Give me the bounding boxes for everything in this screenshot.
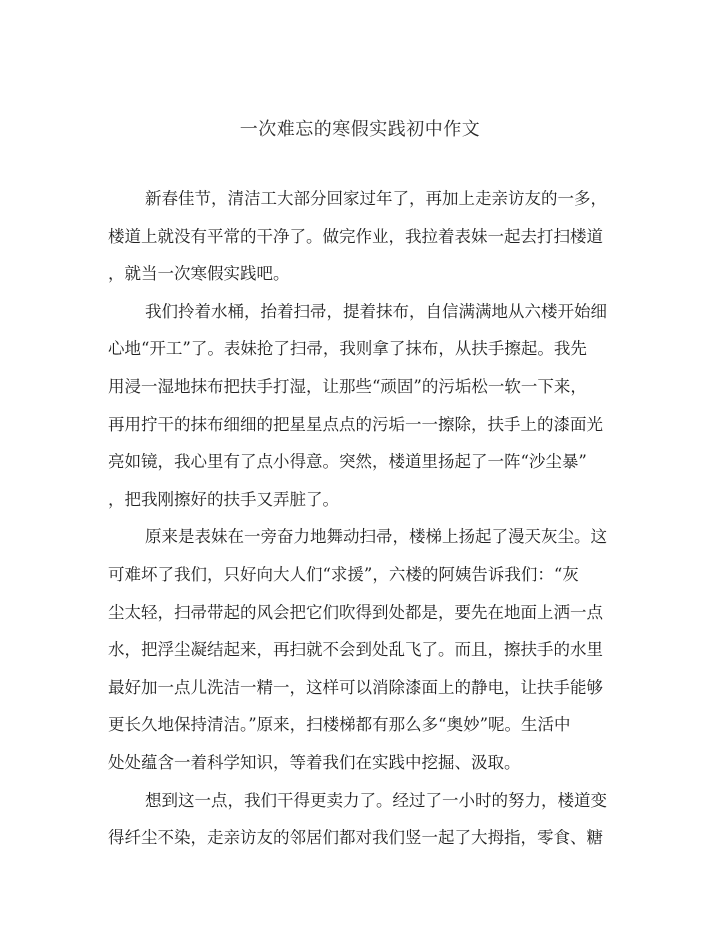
paragraph-2-line-6: ，把我刚擦好的扶手又弄脏了。 xyxy=(108,489,339,509)
paragraph-1-line-2: 楼道上就没有平常的干净了。做完作业，我拉着表妹一起去打扫楼道 xyxy=(108,226,603,246)
paragraph-3-line-2: 可难坏了我们，只好向大人们“求援”，六楼的阿姨告诉我们：“灰 xyxy=(108,564,579,584)
paragraph-2-line-1: 我们拎着水桶，抬着扫帚，提着抹布，自信满满地从六楼开始细 xyxy=(145,301,607,321)
paragraph-2-line-2: 心地“开工”了。表妹抢了扫帚，我则拿了抹布，从扶手擦起。我先 xyxy=(108,339,587,359)
paragraph-2-line-3: 用浸一湿地抹布把扶手打湿，让那些“顽固”的污垢松一软一下来， xyxy=(108,376,587,396)
paragraph-2-line-5: 亮如镜，我心里有了点小得意。突然，楼道里扬起了一阵“沙尘暴” xyxy=(108,452,587,472)
paragraph-1-line-3: ，就当一次寒假实践吧。 xyxy=(108,264,290,284)
document-body xyxy=(108,180,623,857)
paragraph-3-line-1: 原来是表妹在一旁奋力地舞动扫帚，楼梯上扬起了漫天灰尘。这 xyxy=(145,527,607,547)
paragraph-3-line-5: 最好加一点儿洗洁一精一，这样可以消除漆面上的静电，让扶手能够 xyxy=(108,677,603,697)
document-title: 一次难忘的寒假实践初中作文 xyxy=(239,119,481,140)
paragraph-3-line-3: 尘太轻，扫帚带起的风会把它们吹得到处都是，要先在地面上洒一点 xyxy=(108,602,603,622)
paragraph-1-line-1: 新春佳节，清洁工大部分回家过年了，再加上走亲访友的一多， xyxy=(145,189,607,208)
paragraph-3-line-4: 水，把浮尘凝结起来，再扫就不会到处乱飞了。而且，擦扶手的水里 xyxy=(108,640,603,660)
paragraph-4-line-1: 想到这一点，我们干得更卖力了。经过了一小时的努力，楼道变 xyxy=(145,790,607,810)
paragraph-3-line-6: 更长久地保持清洁。”原来，扫楼梯都有那么多“奥妙”呢。生活中 xyxy=(108,715,571,735)
paragraph-2-line-4: 再用拧干的抹布细细的把星星点点的污垢一一擦除，扶手上的漆面光 xyxy=(108,414,603,434)
paragraph-3-line-7: 处处蕴含一着科学知识，等着我们在实践中挖掘、汲取。 xyxy=(108,752,521,772)
paragraph-4-line-2: 得纤尘不染，走亲访友的邻居们都对我们竖一起了大拇指，零食、糖 xyxy=(108,828,603,848)
